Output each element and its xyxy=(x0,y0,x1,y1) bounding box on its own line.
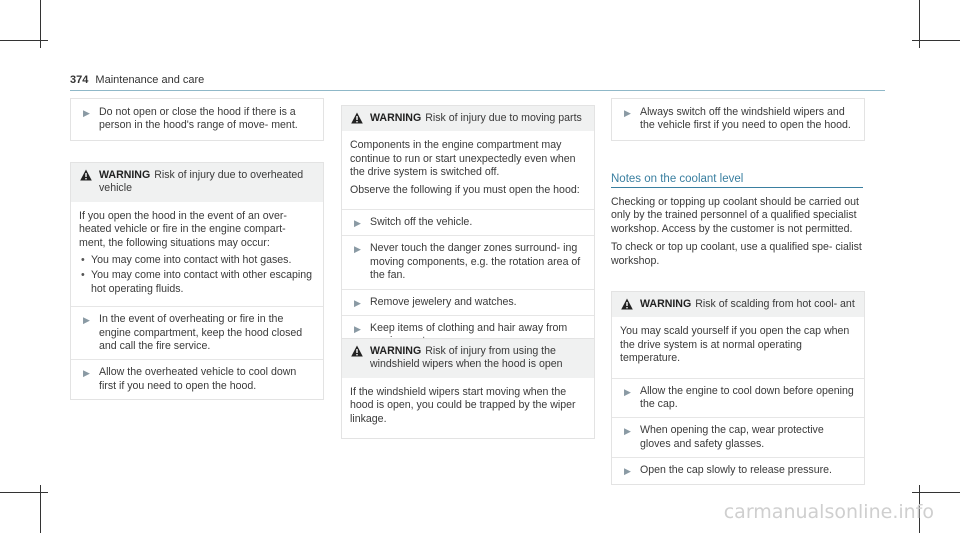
crop-mark xyxy=(912,492,960,493)
warning-box xyxy=(341,338,595,439)
warning-box xyxy=(341,105,595,356)
section-text: Checking or topping up coolant should be carried out only by the trained personnel of a qualified specialist workshop. Access by the customer is not permitted. To check or top up coolant, use a qualified spe- cialist workshop. xyxy=(611,196,862,267)
list-item: • You may come into contact with hot gases. xyxy=(79,254,315,267)
arrow-right-icon: ▶ xyxy=(624,426,631,437)
warning-triangle-icon xyxy=(351,345,363,357)
arrow-right-icon: ▶ xyxy=(354,244,361,255)
arrow-right-icon: ▶ xyxy=(624,108,631,118)
warning-header: WARNING Risk of injury due to moving parts xyxy=(342,106,594,131)
warning-box xyxy=(70,162,324,400)
arrow-right-icon: ▶ xyxy=(354,218,361,229)
instruction-step: ▶ Do not open or close the hood if there is a person in the hood's range of move- ment. xyxy=(83,106,298,132)
arrow-right-icon: ▶ xyxy=(354,297,361,308)
page-header xyxy=(70,74,204,86)
warning-header: WARNING Risk of injury from using the windshield wipers when the hood is open xyxy=(342,339,594,378)
arrow-right-icon: ▶ xyxy=(624,386,631,397)
warning-triangle-icon xyxy=(351,112,363,124)
instruction-step: ▶ Remove jewelery and watches. xyxy=(342,289,594,315)
crop-mark xyxy=(0,40,48,41)
step-box xyxy=(70,98,324,141)
warning-body: You may scald yourself if you open the cap when the drive system is at normal operating temperature. xyxy=(620,325,850,365)
warning-body: Components in the engine compartment may continue to run or start unexpectedly even when the drive system is switched off. Observe the following if you must open the hood: xyxy=(350,139,580,196)
instruction-step: ▶ When opening the cap, wear protective gloves and safety glasses. xyxy=(612,417,864,457)
instruction-step: ▶ Allow the overheated vehicle to cool down first if you need to open the hood. xyxy=(71,359,323,399)
warning-header: WARNING Risk of scalding from hot cool- ant xyxy=(612,292,864,317)
step-box xyxy=(611,98,865,141)
arrow-right-icon: ▶ xyxy=(83,368,90,379)
warning-box xyxy=(611,291,865,485)
page-number: 374 xyxy=(70,74,89,86)
warning-body: If you open the hood in the event of an over- heated vehicle or fire in the engine compart- ment, the following situations may occur: • You may come into contact with hot gases. • You may come into contact with other escaping hot operating fluids. xyxy=(71,202,323,306)
header-rule xyxy=(70,90,885,91)
arrow-right-icon: ▶ xyxy=(83,315,90,326)
section-name: Maintenance and care xyxy=(95,74,205,86)
instruction-step: ▶ Open the cap slowly to release pressure. xyxy=(612,457,864,483)
warning-header: WARNING Risk of injury due to overheated vehicle xyxy=(71,163,323,202)
instruction-step: ▶ Allow the engine to cool down before opening the cap. xyxy=(612,378,864,418)
warning-triangle-icon xyxy=(621,298,633,310)
crop-mark xyxy=(0,492,48,493)
arrow-right-icon: ▶ xyxy=(83,108,90,118)
arrow-right-icon: ▶ xyxy=(624,466,631,477)
section-title: Notes on the coolant level xyxy=(611,173,863,188)
arrow-right-icon: ▶ xyxy=(354,324,361,335)
instruction-step: ▶ Always switch off the windshield wipers and the vehicle first if you need to open the hood. xyxy=(624,106,851,132)
warning-triangle-icon xyxy=(80,169,92,181)
instruction-step: ▶ Switch off the vehicle. xyxy=(342,209,594,235)
watermark: carmanualsonline.info xyxy=(723,501,934,523)
instruction-step: ▶ Never touch the danger zones surround- ing moving components, e.g. the rotation area of the fan. xyxy=(342,235,594,288)
list-item: • You may come into contact with other escaping hot operating fluids. xyxy=(79,269,315,296)
instruction-step: ▶ In the event of overheating or fire in the engine compartment, keep the hood closed and call the fire service. xyxy=(71,306,323,359)
instruction-step: ▶ Keep items of clothing and hair away from xyxy=(342,315,594,355)
crop-mark xyxy=(912,40,960,41)
warning-body: If the windshield wipers start moving when the hood is open, you could be trapped by the wiper linkage. xyxy=(350,385,576,425)
